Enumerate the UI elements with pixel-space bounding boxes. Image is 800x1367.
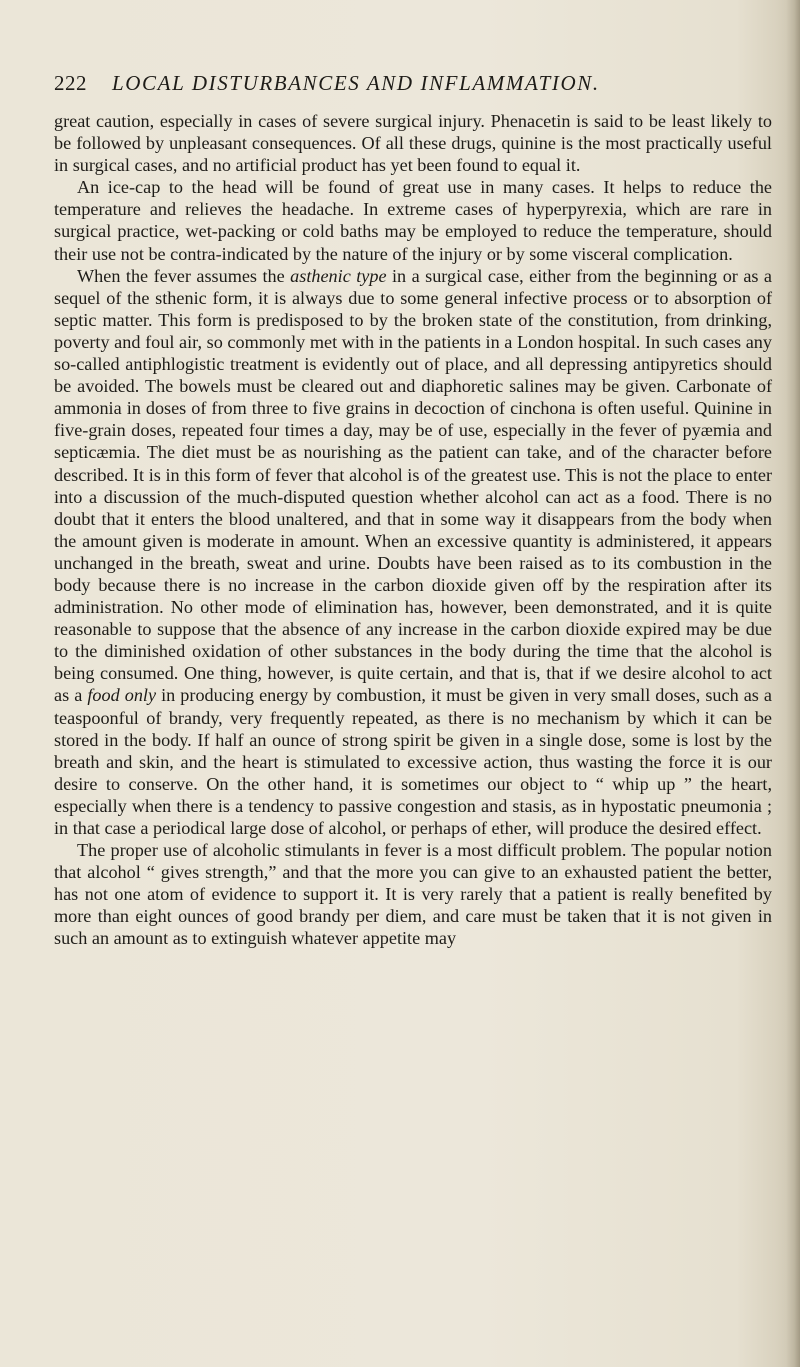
page-edge-shadow: [786, 0, 800, 1367]
emphasis-food-only: food only: [87, 685, 157, 706]
running-title: LOCAL DISTURBANCES AND INFLAMMATION.: [112, 71, 600, 95]
page-number: 222: [54, 71, 87, 95]
paragraph-alcoholic-stimulants: The proper use of alcoholic stimulants in fever is a most difficult problem. The popular notion that alcohol “ gives strength,” and that the more you can give to an exhausted patient the better, has not one atom of evidence to support it. It is very rarely that a patient is really benefited by more than eight ounces of good brandy per diem, and care must be taken that it is not given in such an amount as to extinguish whatever appetite may: [54, 840, 772, 949]
paragraph-text-segment: in a surgical case, either from the beginning or as a sequel of the sthenic form, it is always due to some general infective process or to absorption of septic matter. This form is predisposed to by the broken state of the constitution, from drinking, poverty and foul air, so commonly met with in the patients in a London hospital. In such cases any so-called antiphlogistic treatment is evidently out of place, and all depressing antipyretics should be avoided. The bowels must be cleared out and diaphoretic salines may be given. Carbonate of ammonia in doses of from three to five grains in decoction of cinchona is often useful. Quinine in five-grain doses, repeated four times a day, may be of use, especially in the fever of pyæmia and septicæmia. The diet must be as nourishing as the patient can take, and of the character before described. It is in this form of fever that alcohol is of the greatest use. This is not the place to enter into a discussion of the much-disputed question whether alcohol can act as a food. There is no doubt that it enters the blood unaltered, and that in some way it disappears from the body when the amount given is moderate in amount. When an excessive quantity is administered, it appears unchanged in the breath, sweat and urine. Doubts have been raised as to its combustion in the body because there is no increase in the carbon dioxide given off by the respiration after its administration. No other mode of elimination has, however, been demonstrated, and it is quite reasonable to suppose that the absence of any increase in the carbon dioxide expired may be due to the diminished oxidation of other substances in the body during the time that the alcohol is being consumed. One thing, however, is quite certain, and that is, that if we desire alcohol to act as a: [54, 265, 773, 706]
paragraph-text-segment: When the fever assumes the: [77, 265, 291, 286]
paragraph-continuation: great caution, especially in cases of severe surgical injury. Phenacetin is said to be least likely to be followed by unpleasant consequences. Of all these drugs, quinine is the most practically useful in surgical cases, and no artificial product has yet been found to equal it.: [54, 111, 772, 176]
paragraph-ice-cap: An ice-cap to the head will be found of great use in many cases. It helps to reduce the temperature and relieves the headache. In extreme cases of hyperpyrexia, which are rare in surgical practice, wet-packing or cold baths may be employed to reduce the temperature, should their use not be contra-indicated by the nature of the injury or by some visceral complication.: [54, 177, 772, 264]
page-header: [54, 70, 754, 96]
paragraph-asthenic-type: [54, 265, 772, 839]
paragraph-text-segment: in producing energy by combustion, it must be given in very small doses, such as a teaspoonful of brandy, very frequently repeated, as there is no mechanism by which it can be stored in the body. If half an ounce of strong spirit be given in a single dose, some is lost by the breath and skin, and the heart is stimulated to excessive action, thus wasting the force it is our desire to conserve. On the other hand, it is sometimes our object to “ whip up ” the heart, especially when there is a tendency to passive congestion and stasis, as in hypostatic pneumonia ; in that case a periodical large dose of alcohol, or perhaps of ether, will produce the desired effect.: [54, 685, 772, 838]
body-text: [54, 110, 772, 950]
emphasis-asthenic-type: asthenic type: [290, 265, 387, 286]
